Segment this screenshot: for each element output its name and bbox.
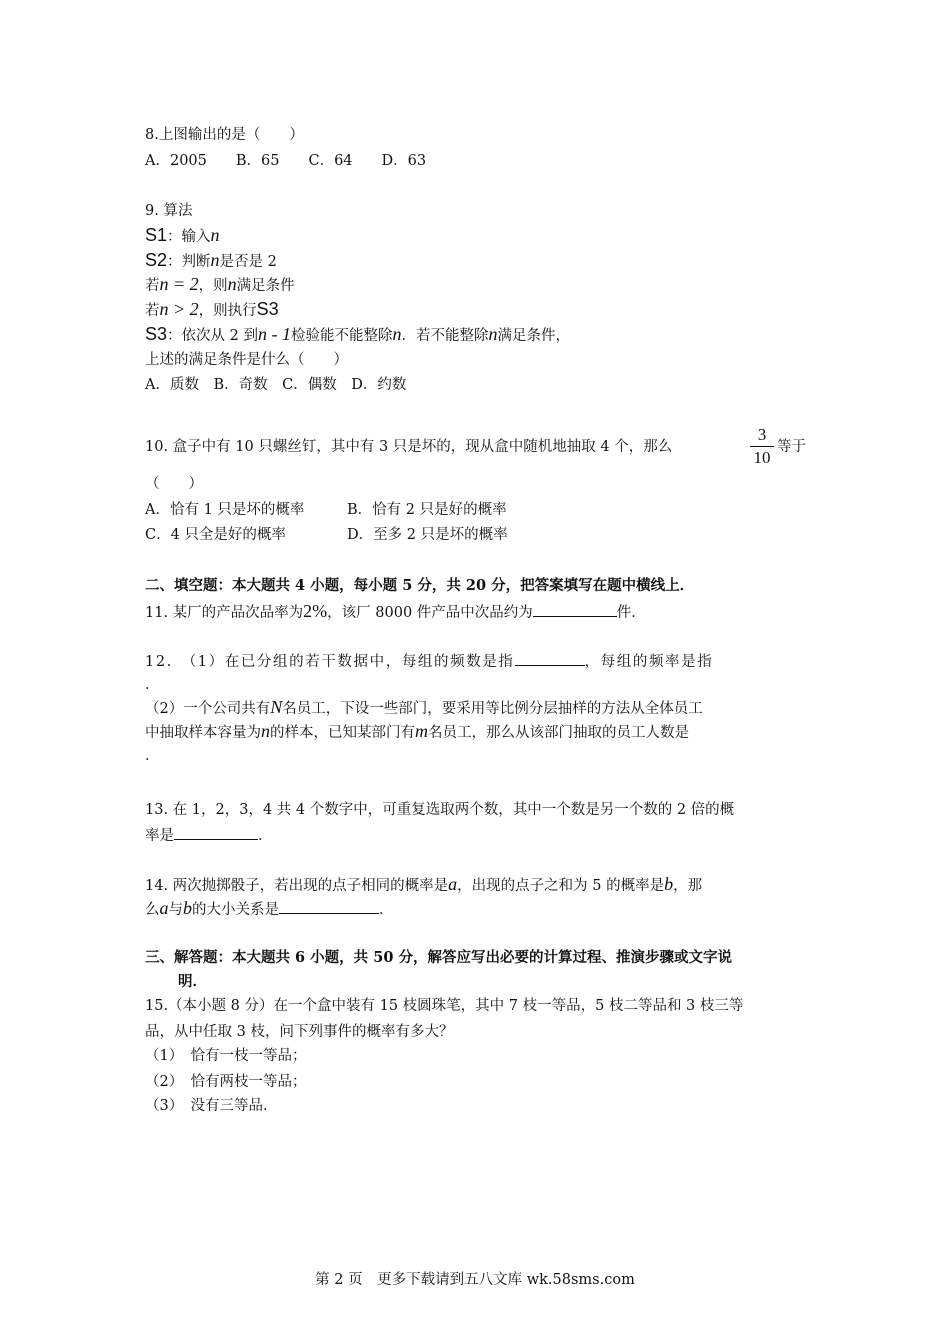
var-a: a: [159, 898, 169, 918]
q9-title: 9. 算法: [145, 203, 193, 219]
q12-blank-1[interactable]: [515, 651, 585, 666]
q10-paren: （ ）: [145, 476, 203, 492]
q12-l2-a: （2）一个公司共有: [145, 701, 271, 717]
s3-expr: n - 1: [257, 324, 291, 344]
var-n: n: [227, 274, 237, 294]
s3-d: 满足条件，: [497, 328, 570, 344]
var-n: n: [210, 225, 220, 245]
q14-l2-a: 么: [145, 902, 160, 918]
section2-heading: 二、填空题：本大题共 4 小题，每小题 5 分，共 20 分，把答案填写在题中横线上．: [145, 577, 695, 594]
fraction-3-10: [750, 425, 774, 468]
q9-options: A．质数 B．奇数 C．偶数 D．约数: [145, 377, 407, 393]
q10-opt-d: D．至多 2 只是坏的概率: [347, 527, 508, 543]
q12-l2-b: 名员工，下设一些部门，要采用等比例分层抽样的方法从全体员工: [282, 701, 703, 717]
q11-answer-blank[interactable]: [533, 602, 617, 617]
var-b: b: [664, 874, 674, 894]
q14-line2: [145, 898, 394, 920]
q9-step1: [145, 225, 220, 247]
var-m: m: [415, 721, 428, 741]
q13-l2-b: ．: [258, 828, 273, 844]
q15-part2: （2） 恰有两枝一等品；: [145, 1074, 307, 1090]
q9-question: 上述的满足条件是什么（ ）: [145, 352, 348, 368]
cond1-b: ，则: [198, 278, 228, 294]
q12-line2: [145, 697, 703, 719]
page-footer: 第 2 页 更多下载请到五八文库 wk.58sms.com: [315, 1272, 635, 1288]
var-n: n: [261, 721, 270, 741]
var-n: n: [488, 324, 498, 344]
q14-a: 14. 两次抛掷骰子，若出现的点子相同的概率是: [145, 878, 449, 894]
q11-percent: 2%: [303, 601, 328, 621]
cond1-a: 若: [145, 278, 160, 294]
frac-bar: [750, 446, 774, 447]
q15-line2: 品，从中任取 3 枝，问下列事件的概率有多大？: [145, 1024, 454, 1040]
s2-tail: 是否是 2: [219, 254, 277, 270]
q14-line1: [145, 874, 702, 896]
cond2-expr: n > 2: [159, 299, 199, 319]
q11: [145, 601, 646, 623]
q12-line3: [145, 721, 689, 743]
q13-answer-blank[interactable]: [174, 825, 258, 840]
section3-heading-line2: 明．: [178, 973, 207, 990]
q14-answer-blank[interactable]: [279, 899, 379, 914]
section3-heading-line1: 三、解答题：本大题共 6 小题，共 50 分，解答应写出必要的计算过程、推演步骤或文字说: [145, 949, 732, 966]
q10-opt-a: A．恰有 1 只是坏的概率: [145, 502, 305, 518]
q15-line1: 15.（本小题 8 分）在一个盒中装有 15 枝圆珠笔，其中 7 枝一等品，5 枝二等品和 3 枝三等: [145, 998, 744, 1014]
q12-line1: [145, 651, 713, 672]
q10-opt-c: C．4 只全是好的概率: [145, 527, 286, 543]
frac-denominator: 10: [753, 448, 771, 467]
var-a: a: [448, 874, 458, 894]
q10-stem-tail: 等于: [777, 439, 806, 455]
cond1-c: 满足条件: [236, 278, 295, 294]
frac-numerator: 3: [757, 425, 767, 444]
s3-c: ．若不能整除: [401, 328, 489, 344]
s1-text: ：输入: [167, 229, 211, 245]
s3-ref: S3: [256, 299, 279, 319]
s1-label: S1: [145, 225, 168, 245]
q11-a: 11. 某厂的产品次品率为: [145, 605, 304, 621]
q13-line2: [145, 825, 273, 846]
q13-line1: 13. 在 1，2，3，4 共 4 个数字中，可重复选取两个数，其中一个数是另一个数的 2 倍的概: [145, 802, 735, 818]
q12-b: ，每组的频率是指: [584, 654, 714, 670]
q10-opt-b: B．恰有 2 只是好的概率: [347, 502, 507, 518]
q13-l2-a: 率是: [145, 828, 174, 844]
cond2-b: ，则执行: [198, 303, 257, 319]
q8-stem: 8.上图输出的是（ ）: [145, 127, 304, 143]
q14-c: ，那: [673, 878, 703, 894]
q12-dot2: ．: [145, 748, 160, 764]
q11-c: 件．: [616, 605, 646, 621]
q9-cond1: [145, 274, 295, 296]
q14-l2-c: 的大小关系是: [192, 902, 279, 918]
q9-step2: [145, 250, 277, 272]
q14-b: ，出现的点子之和为 5 的概率是: [457, 878, 665, 894]
q15-part3: （3） 没有三等品．: [145, 1098, 278, 1114]
q12-l3-c: 名员工，那么从该部门抽取的员工人数是: [428, 725, 689, 741]
cond2-a: 若: [145, 303, 160, 319]
q10-stem: 10. 盒子中有 10 只螺丝钉，其中有 3 只是坏的，现从盒中随机地抽取 4 个，那么: [145, 439, 673, 455]
var-b: b: [183, 898, 192, 918]
s3-a: ：依次从 2 到: [167, 328, 258, 344]
cond1-expr: n = 2: [159, 274, 199, 294]
q12-l3-a: 中抽取样本容量为: [145, 725, 261, 741]
var-N: N: [270, 697, 283, 717]
s3-label: S3: [145, 324, 168, 344]
q15-part1: （1） 恰有一枝一等品；: [145, 1048, 307, 1064]
s2-label: S2: [145, 250, 168, 270]
q9-cond2: [145, 299, 279, 321]
q11-b: ，该厂 8000 件产品中次品约为: [327, 605, 533, 621]
var-n: n: [210, 250, 220, 270]
q8-options: A．2005 B．65 C．64 D．63: [145, 153, 427, 169]
s2-text: ：判断: [167, 254, 211, 270]
s3-b: 检验能不能整除: [290, 328, 393, 344]
q12-a: 12. （1）在已分组的若干数据中，每组的频数是指: [145, 654, 515, 670]
q12-l3-b: 的样本，已知某部门有: [270, 725, 415, 741]
var-n: n: [392, 324, 402, 344]
q12-dot1: ．: [145, 677, 160, 693]
q14-l2-b: 与: [168, 902, 183, 918]
q14-l2-d: ．: [379, 902, 394, 918]
q9-step3: [145, 324, 570, 346]
